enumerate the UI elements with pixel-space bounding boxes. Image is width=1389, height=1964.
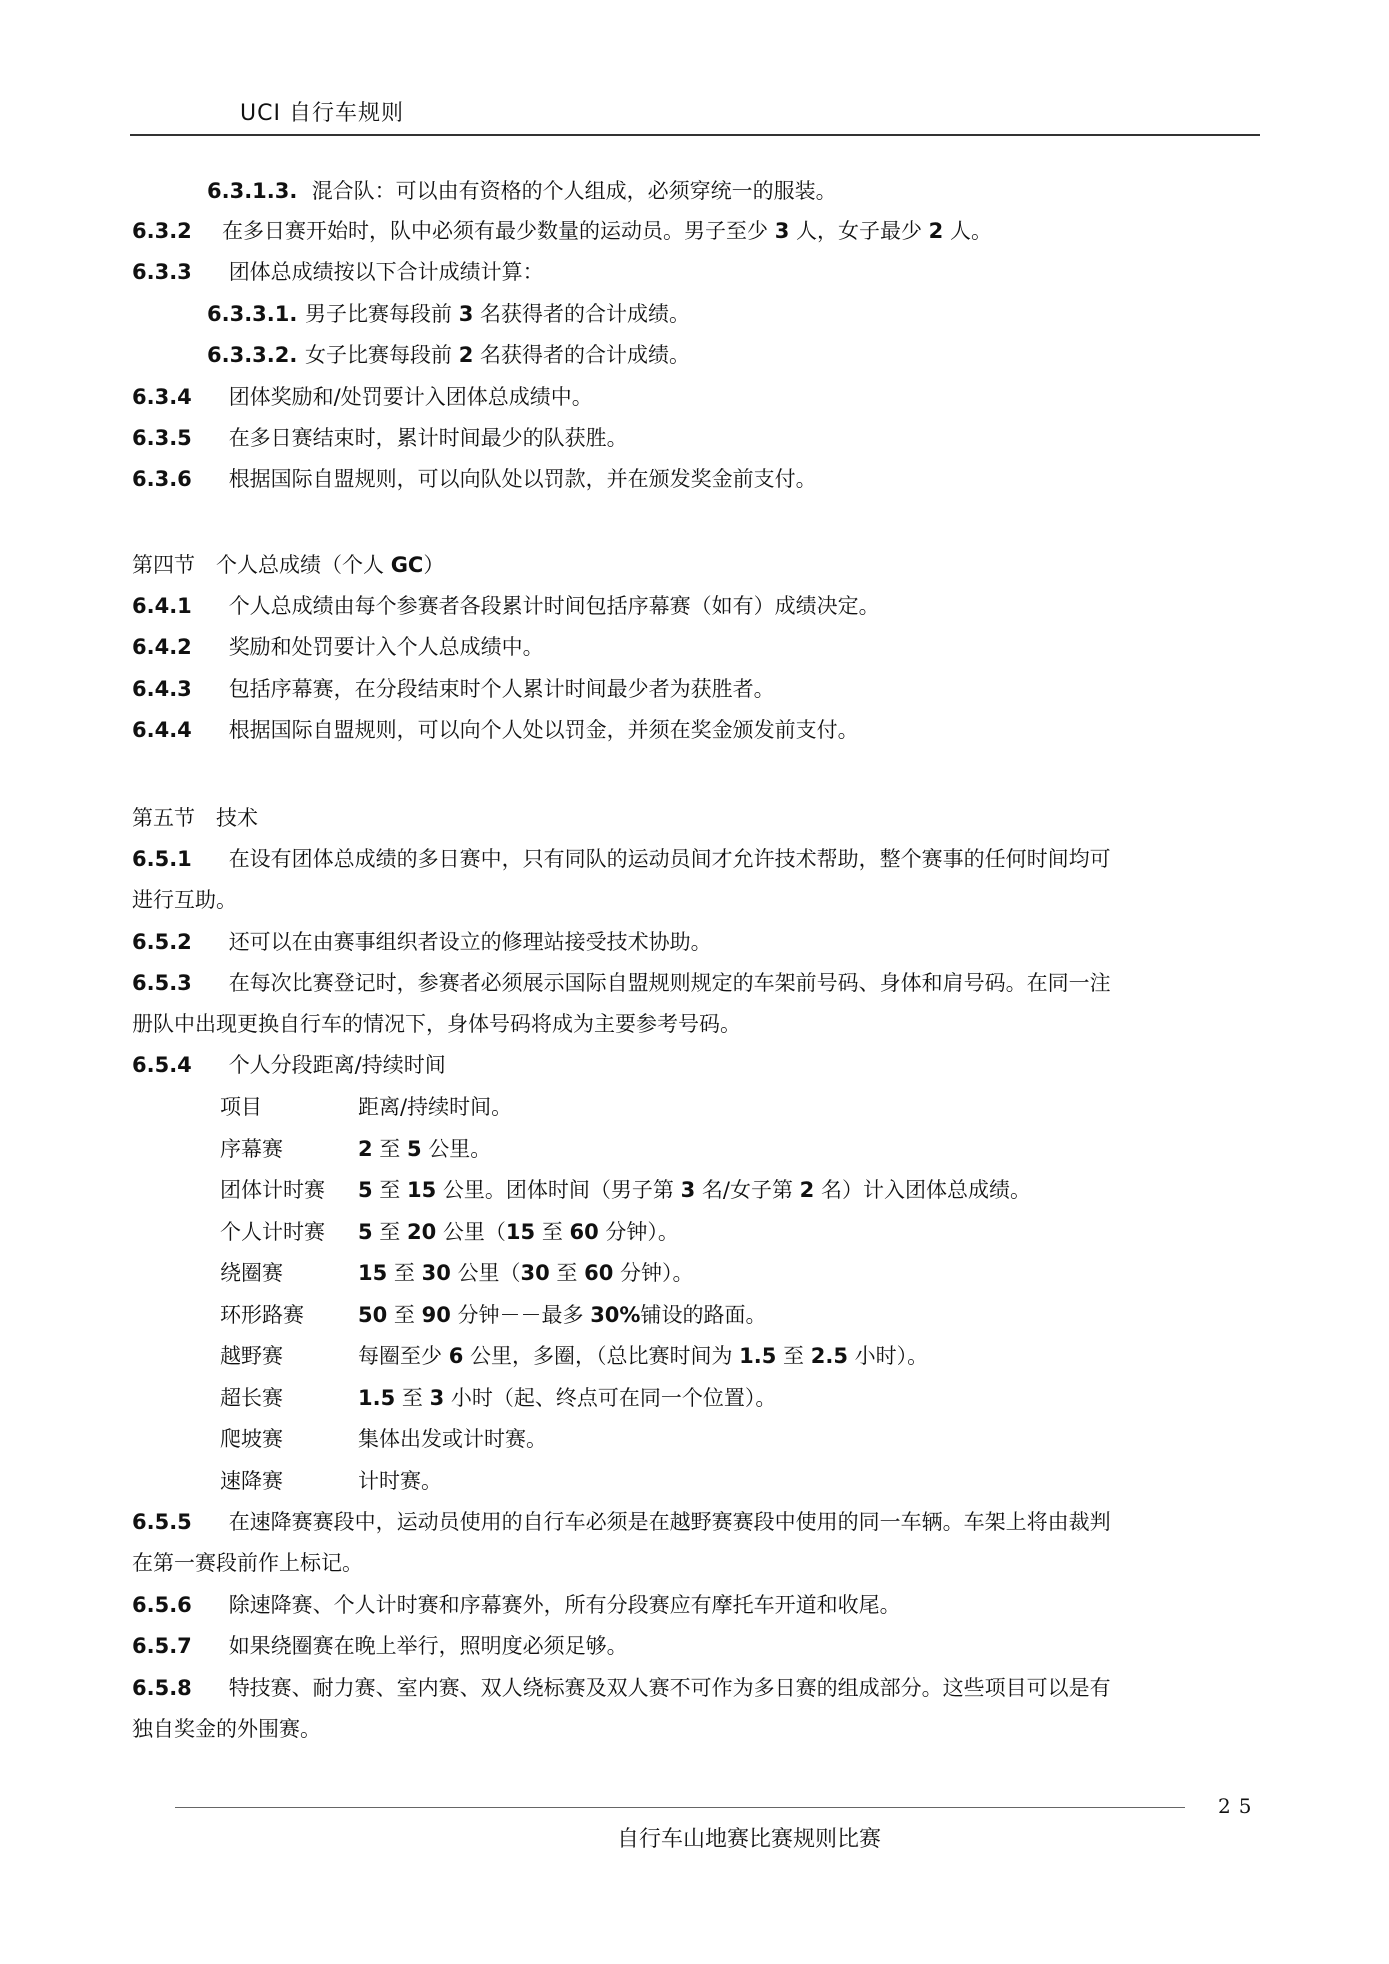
clause-6-5-8-cont: 独自奖金的外围赛。: [132, 1717, 321, 1741]
clause-text: 奖励和处罚要计入个人总成绩中。: [228, 635, 544, 659]
header-rule: [130, 134, 1260, 136]
event-value: 计时赛。: [358, 1469, 442, 1493]
event-name: 爬坡赛: [220, 1427, 283, 1451]
event-text: 小时）。: [847, 1344, 929, 1368]
clause-6-3-3: [132, 258, 544, 286]
clause-text: 在多日赛结束时，累计时间最少的队获胜。: [228, 426, 628, 450]
clause-text: 团体奖励和/处罚要计入团体总成绩中。: [228, 385, 593, 409]
clause-text: 除速降赛、个人计时赛和序幕赛外，所有分段赛应有摩托车开道和收尾。: [228, 1593, 901, 1617]
clause-text: 在多日赛开始时，队中必须有最少数量的运动员。男子至少: [222, 219, 775, 243]
clause-text: 团体总成绩按以下合计成绩计算：: [228, 260, 544, 284]
clause-6-4-3: [132, 675, 775, 703]
clause-6-5-3-cont: 册队中出现更换自行车的情况下，身体号码将成为主要参考号码。: [132, 1012, 741, 1036]
clause-number: 6.4.2: [132, 635, 192, 659]
event-text: 至: [372, 1137, 407, 1161]
clause-text: 人，女子最少: [789, 219, 929, 243]
clause-6-5-8: [132, 1674, 1111, 1702]
section-heading-abbr: GC: [390, 553, 424, 577]
section-heading-text: ）: [423, 553, 445, 577]
event-name: 序幕赛: [220, 1137, 283, 1161]
event-text: 至: [372, 1178, 407, 1202]
event-text: 至: [776, 1344, 811, 1368]
event-row: [220, 1301, 766, 1329]
clause-6-5-2: [132, 928, 712, 956]
clause-6-3-4: [132, 383, 593, 411]
event-number: 50: [358, 1303, 388, 1327]
clause-number: 6.3.1.3.: [207, 179, 298, 203]
clause-6-5-1-cont: 进行互助。: [132, 888, 237, 912]
clause-text: 名获得者的合计成绩。: [473, 302, 690, 326]
event-text: 分钟）。: [598, 1220, 679, 1244]
clause-number: 6.5.1: [132, 847, 192, 871]
running-footer: 自行车山地赛比赛规则比赛: [617, 1827, 882, 1852]
event-value: [358, 1344, 928, 1368]
section-5-heading: 第五节 技术: [132, 806, 258, 830]
event-value: 距离/持续时间。: [358, 1095, 513, 1119]
event-row: [220, 1135, 491, 1163]
clause-text: 个人分段距离/持续时间: [228, 1053, 446, 1077]
clause-6-3-3-2: [207, 341, 690, 369]
event-number: 15: [406, 1178, 437, 1202]
event-value: 集体出发或计时赛。: [358, 1427, 547, 1451]
clause-text: 人。: [943, 219, 992, 243]
clause-6-5-5: [132, 1508, 1111, 1536]
event-number: 5: [358, 1220, 373, 1244]
clause-text: 混合队：可以由有资格的个人组成，必须穿统一的服装。: [311, 179, 837, 203]
page-number: 25: [1218, 1794, 1260, 1818]
clause-6-5-3: [132, 969, 1111, 997]
clause-6-5-7: [132, 1632, 628, 1660]
clause-value: 3: [774, 219, 790, 243]
event-number: 5: [358, 1178, 373, 1202]
clause-6-5-1: [132, 845, 1111, 873]
clause-text: 根据国际自盟规则，可以向队处以罚款，并在颁发奖金前支付。: [228, 467, 817, 491]
event-number: 30%: [590, 1303, 641, 1327]
event-text: 分钟）。: [613, 1261, 694, 1285]
event-text: 至: [535, 1220, 570, 1244]
clause-text: 男子比赛每段前: [305, 302, 459, 326]
clause-text: 在每次比赛登记时，参赛者必须展示国际自盟规则规定的车架前号码、身体和肩号码。在同一注: [228, 971, 1111, 995]
event-text: 铺设的路面。: [640, 1303, 767, 1327]
event-number: 6: [448, 1344, 464, 1368]
event-number: 15: [358, 1261, 388, 1285]
section-heading-text: 第四节 个人总成绩（个人: [132, 553, 391, 577]
event-value: [358, 1261, 694, 1285]
clause-number: 6.3.5: [132, 426, 192, 450]
clause-text: 包括序幕赛，在分段结束时个人累计时间最少者为获胜者。: [228, 677, 775, 701]
clause-text: 名获得者的合计成绩。: [473, 343, 690, 367]
event-number: 30: [421, 1261, 451, 1285]
event-row: [220, 1259, 694, 1287]
event-row: [220, 1342, 928, 1370]
clause-6-4-1: [132, 592, 880, 620]
event-row: [220, 1093, 512, 1121]
event-number: 15: [505, 1220, 536, 1244]
clause-number: 6.3.4: [132, 385, 192, 409]
event-number: 1.5: [358, 1386, 396, 1410]
event-text: 小时（起、终点可在同一个位置）。: [444, 1386, 777, 1410]
event-number: 3: [429, 1386, 445, 1410]
event-number: 60: [569, 1220, 599, 1244]
event-row: [220, 1467, 442, 1495]
clause-number: 6.5.5: [132, 1510, 192, 1534]
clause-number: 6.3.3: [132, 260, 192, 284]
clause-text: 个人总成绩由每个参赛者各段累计时间包括序幕赛（如有）成绩决定。: [228, 594, 880, 618]
clause-number: 6.4.3: [132, 677, 192, 701]
event-name: 绕圈赛: [220, 1261, 283, 1285]
event-number: 30: [520, 1261, 550, 1285]
event-name: 个人计时赛: [220, 1220, 325, 1244]
clause-number: 6.5.4: [132, 1053, 192, 1077]
event-number: 2: [799, 1178, 815, 1202]
event-text: 名/女子第: [695, 1178, 800, 1202]
event-number: 5: [406, 1137, 422, 1161]
event-text: 公里。: [421, 1137, 492, 1161]
event-row: [220, 1218, 679, 1246]
event-row: [220, 1176, 1031, 1204]
clause-value: 2: [458, 343, 474, 367]
clause-number: 6.5.7: [132, 1634, 192, 1658]
event-value: [358, 1386, 776, 1410]
event-value: [358, 1137, 491, 1161]
event-name: 项目: [220, 1095, 262, 1119]
clause-6-5-5-cont: 在第一赛段前作上标记。: [132, 1551, 363, 1575]
clause-6-3-1-3: [207, 177, 837, 205]
clause-6-3-2: [132, 217, 992, 245]
clause-6-3-5: [132, 424, 628, 452]
clause-number: 6.5.3: [132, 971, 192, 995]
clause-number: 6.3.3.1.: [207, 302, 298, 326]
clause-text: 如果绕圈赛在晚上举行，照明度必须足够。: [228, 1634, 628, 1658]
clause-number: 6.5.6: [132, 1593, 192, 1617]
clause-text: 在设有团体总成绩的多日赛中，只有同队的运动员间才允许技术帮助，整个赛事的任何时间均可: [228, 847, 1111, 871]
running-header: UCI 自行车规则: [240, 101, 404, 126]
footer-rule: [175, 1807, 1185, 1808]
event-name: 速降赛: [220, 1469, 283, 1493]
event-name: 超长赛: [220, 1386, 283, 1410]
event-name: 越野赛: [220, 1344, 283, 1368]
event-text: 名）计入团体总成绩。: [814, 1178, 1031, 1202]
clause-number: 6.4.4: [132, 718, 192, 742]
event-text: 公里，多圈，（总比赛时间为: [463, 1344, 740, 1368]
clause-text: 女子比赛每段前: [305, 343, 459, 367]
event-number: 60: [584, 1261, 614, 1285]
event-row: [220, 1425, 547, 1453]
event-number: 3: [680, 1178, 696, 1202]
event-value: [358, 1303, 766, 1327]
clause-number: 6.3.2: [132, 219, 192, 243]
clause-text: 在速降赛赛段中，运动员使用的自行车必须是在越野赛赛段中使用的同一车辆。车架上将由裁判: [228, 1510, 1111, 1534]
event-row: [220, 1384, 776, 1412]
clause-text: 根据国际自盟规则，可以向个人处以罚金，并须在奖金颁发前支付。: [228, 718, 859, 742]
event-number: 2: [358, 1137, 373, 1161]
clause-6-5-6: [132, 1591, 901, 1619]
clause-number: 6.5.8: [132, 1676, 192, 1700]
event-text: 至: [387, 1303, 422, 1327]
clause-number: 6.4.1: [132, 594, 192, 618]
section-4-heading: [132, 551, 444, 579]
clause-text: 特技赛、耐力赛、室内赛、双人绕标赛及双人赛不可作为多日赛的组成部分。这些项目可以是有: [228, 1676, 1111, 1700]
event-text: 分钟－－最多: [450, 1303, 591, 1327]
event-text: 公里（: [436, 1220, 506, 1244]
clause-value: 3: [458, 302, 474, 326]
event-text: 公里（: [450, 1261, 521, 1285]
event-text: 至: [387, 1261, 422, 1285]
event-text: 至: [372, 1220, 407, 1244]
clause-value: 2: [928, 219, 944, 243]
event-value: [358, 1220, 679, 1244]
event-text: 至: [395, 1386, 430, 1410]
clause-text: 还可以在由赛事组织者设立的修理站接受技术协助。: [228, 930, 712, 954]
clause-6-3-6: [132, 465, 817, 493]
event-number: 1.5: [739, 1344, 777, 1368]
event-name: 团体计时赛: [220, 1178, 325, 1202]
clause-number: 6.3.6: [132, 467, 192, 491]
clause-6-4-4: [132, 716, 859, 744]
event-number: 20: [406, 1220, 437, 1244]
clause-6-4-2: [132, 633, 544, 661]
event-number: 2.5: [810, 1344, 848, 1368]
clause-number: 6.5.2: [132, 930, 192, 954]
clause-number: 6.3.3.2.: [207, 343, 298, 367]
clause-6-5-4: [132, 1051, 446, 1079]
event-text: 每圈至少: [358, 1344, 449, 1368]
clause-6-3-3-1: [207, 300, 690, 328]
event-name: 环形路赛: [220, 1303, 304, 1327]
event-number: 90: [421, 1303, 451, 1327]
event-text: 至: [549, 1261, 585, 1285]
event-text: 公里。团体时间（男子第: [436, 1178, 681, 1202]
event-value: [358, 1178, 1031, 1202]
